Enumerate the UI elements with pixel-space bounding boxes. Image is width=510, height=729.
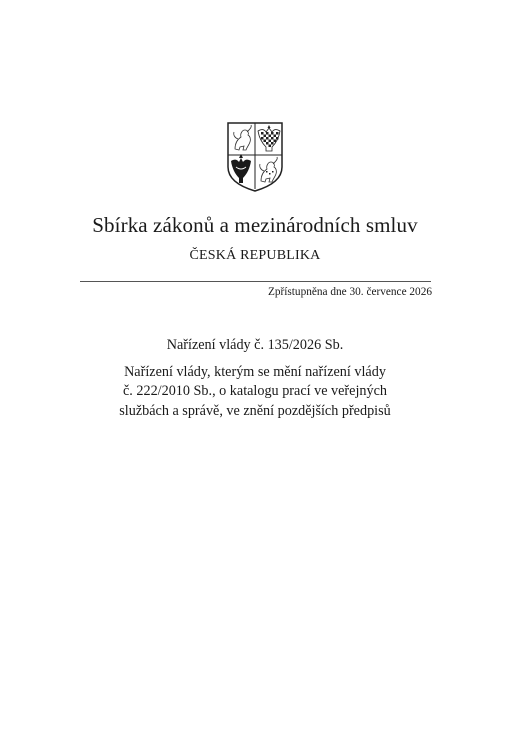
publication-date: Zpřístupněna dne 30. července 2026 (267, 286, 432, 298)
regulation-title-line: č. 222/2010 Sb., o katalogu prací ve veřejných (123, 383, 387, 400)
regulation-title-line: službách a správě, ve znění pozdějších předpisů (119, 402, 391, 419)
country-name: ČESKÁ REPUBLIKA (189, 248, 321, 263)
czech-coat-of-arms-icon (226, 121, 284, 193)
header-divider (80, 281, 431, 282)
gazette-title: Sbírka zákonů a mezinárodních smluv (92, 213, 418, 237)
regulation-number: Nařízení vlády č. 135/2026 Sb. (166, 337, 344, 353)
regulation-title (100, 363, 410, 421)
regulation-title-line: Nařízení vlády, kterým se mění nařízení vlády (124, 364, 386, 380)
